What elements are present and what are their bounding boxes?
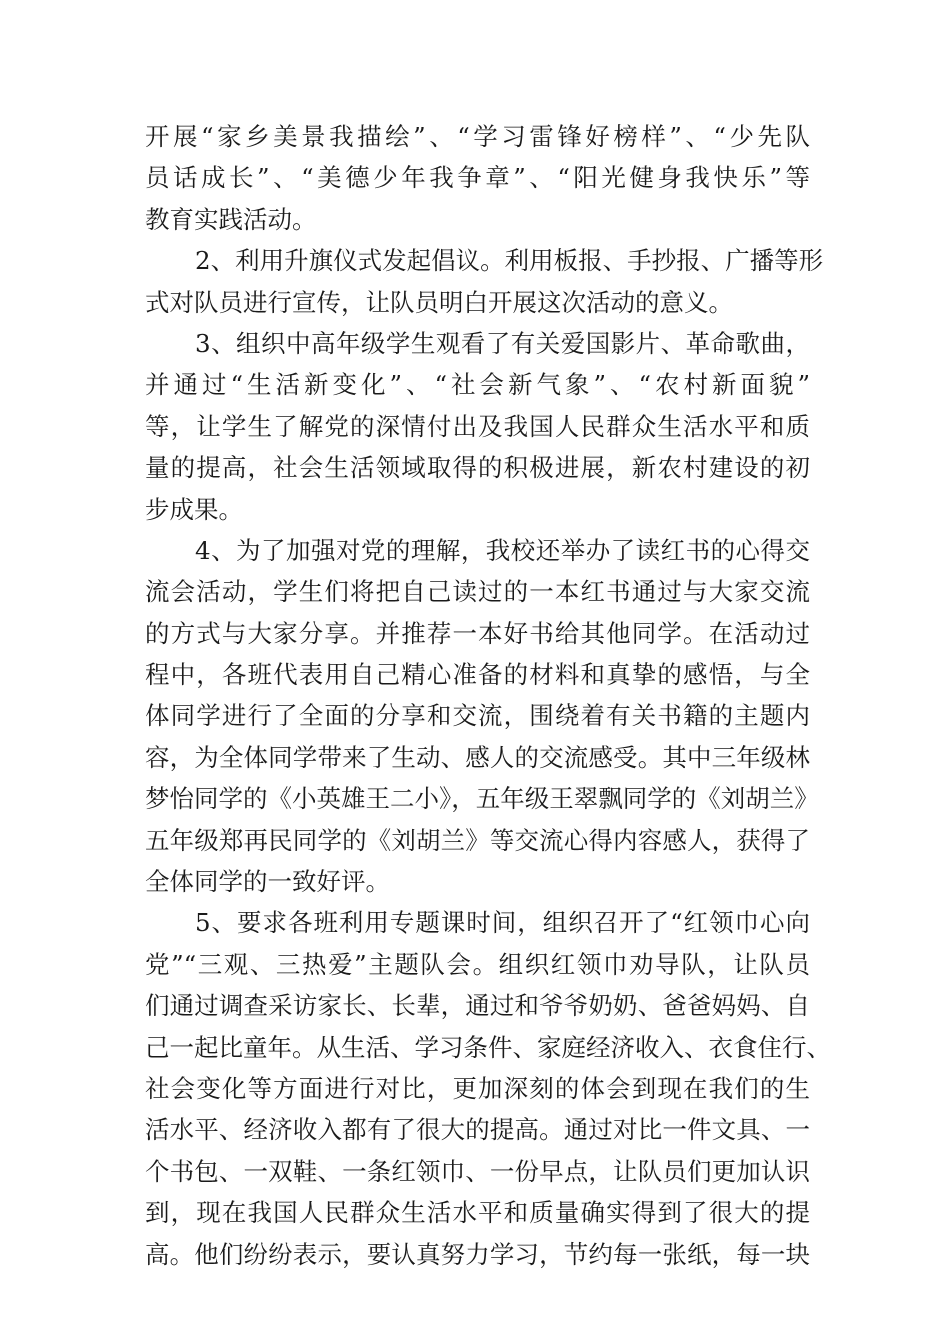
text-line: 梦怡同学的《小英雄王二小》，五年级王翠飘同学的《刘胡兰》 [145, 784, 819, 814]
text-line: 2、利用升旗仪式发起倡议。利用板报、手抄报、广播等形 [195, 246, 824, 276]
text-line: 教育实践活动。 [145, 204, 317, 234]
text-line: 己一起比童年。从生活、学习条件、家庭经济收入、衣食住行、 [145, 1032, 831, 1062]
text-line: 步成果。 [145, 494, 243, 524]
text-line: 开展“家乡美景我描绘”、“学习雷锋好榜样”、“少先队 [145, 122, 810, 151]
text-line: 党”“三观、三热爱”主题队会。组织红领巾劝导队，让队员 [145, 949, 810, 979]
text-line: 到，现在我国人民群众生活水平和质量确实得到了很大的提 [145, 1198, 810, 1228]
text-line: 的方式与大家分享。并推荐一本好书给其他同学。在活动过 [145, 618, 810, 648]
text-line: 并通过“生活新变化”、“社会新气象”、“农村新面貌” [145, 370, 810, 400]
text-line: 高。他们纷纷表示，要认真努力学习，节约每一张纸，每一块 [145, 1239, 810, 1269]
text-line: 活水平、经济收入都有了很大的提高。通过对比一件文具、一 [145, 1115, 810, 1145]
text-line: 个书包、一双鞋、一条红领巾、一份早点，让队员们更加认识 [145, 1156, 810, 1186]
text-line: 容，为全体同学带来了生动、感人的交流感受。其中三年级林 [145, 742, 810, 772]
text-line: 们通过调查采访家长、长辈，通过和爷爷奶奶、爸爸妈妈、自 [145, 991, 810, 1021]
document-body [145, 116, 831, 1275]
text-line: 量的提高，社会生活领域取得的积极进展，新农村建设的初 [145, 453, 810, 483]
text-line: 式对队员进行宣传，让队员明白开展这次活动的意义。 [145, 287, 733, 317]
text-line: 5、要求各班利用专题课时间，组织召开了“红领巾心向 [195, 908, 810, 938]
text-line: 员话成长”、“美德少年我争章”、“阳光健身我快乐”等 [145, 163, 810, 193]
text-line: 社会变化等方面进行对比，更加深刻的体会到现在我们的生 [145, 1073, 810, 1103]
text-line: 4、为了加强对党的理解，我校还举办了读红书的心得交 [195, 535, 810, 565]
text-line: 流会活动，学生们将把自己读过的一本红书通过与大家交流 [145, 577, 810, 607]
text-line: 五年级郑再民同学的《刘胡兰》等交流心得内容感人，获得了 [145, 825, 810, 855]
text-line: 3、组织中高年级学生观看了有关爱国影片、革命歌曲， [195, 328, 810, 358]
text-line: 全体同学的一致好评。 [145, 867, 390, 897]
text-line: 程中，各班代表用自己精心准备的材料和真挚的感悟，与全 [145, 660, 810, 690]
text-line: 体同学进行了全面的分享和交流，围绕着有关书籍的主题内 [145, 701, 810, 731]
text-line: 等，让学生了解党的深情付出及我国人民群众生活水平和质 [145, 411, 810, 441]
